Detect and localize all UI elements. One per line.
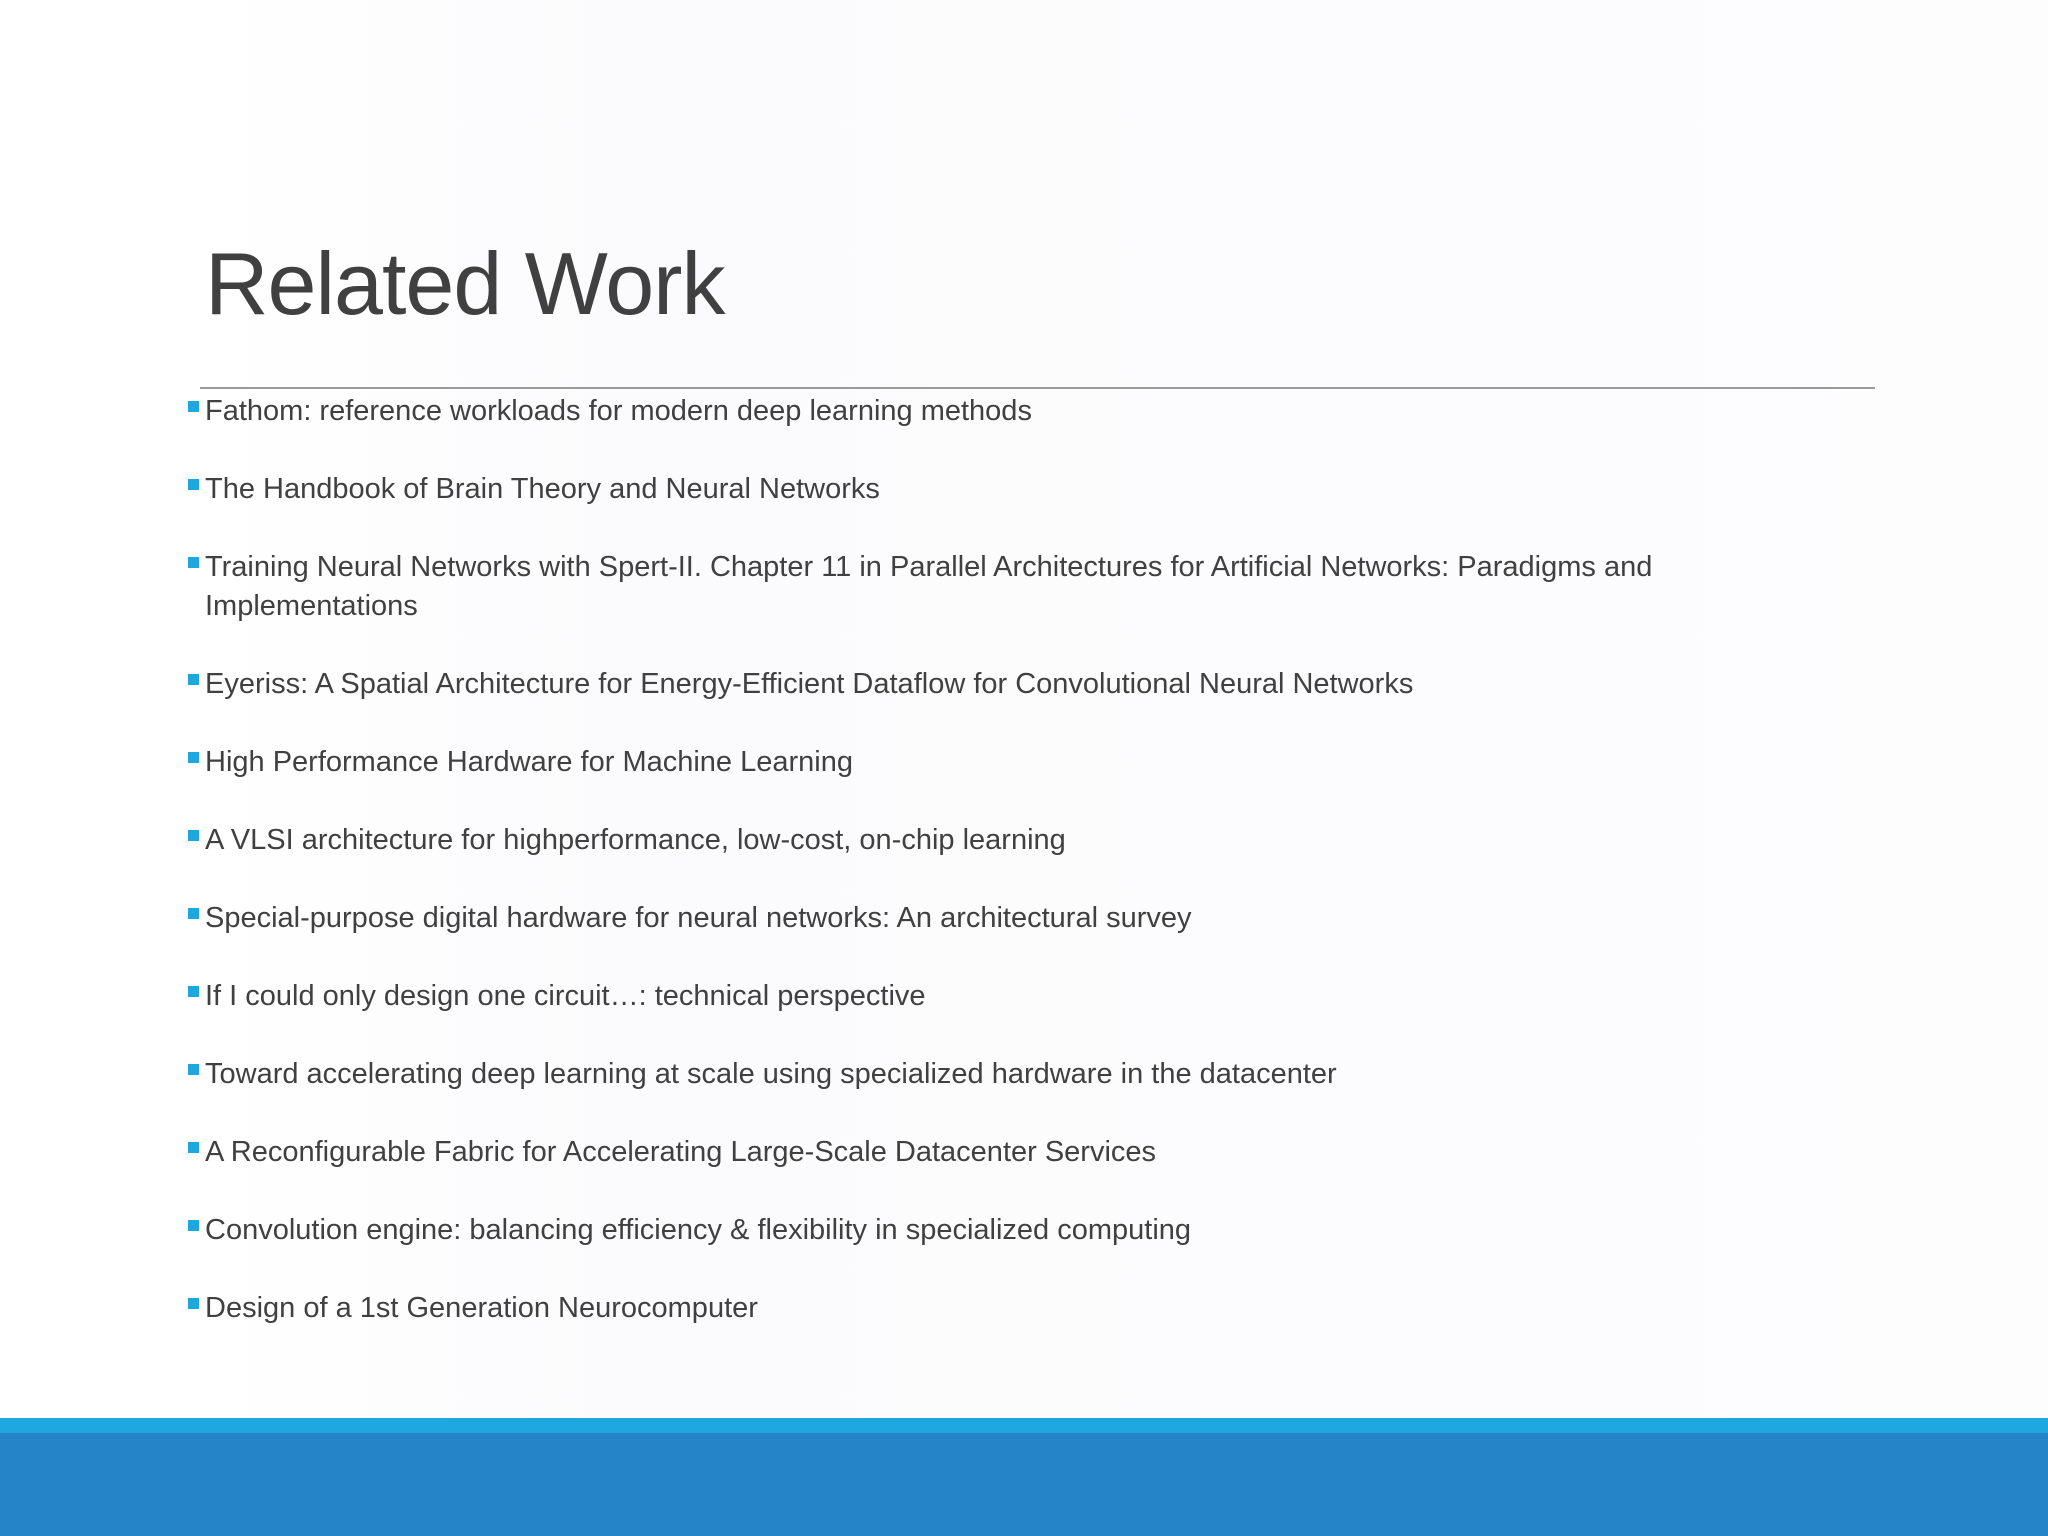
title-divider <box>200 387 1875 389</box>
list-item-text: The Handbook of Brain Theory and Neural Networks <box>205 473 880 505</box>
list-item <box>188 392 1868 431</box>
list-item-text: A VLSI architecture for highperformance, low-cost, on-chip learning <box>205 824 1066 856</box>
list-item-text: High Performance Hardware for Machine Learning <box>205 746 853 778</box>
list-item-text: Special-purpose digital hardware for neural networks: An architectural survey <box>205 902 1192 934</box>
list-item-text: Training Neural Networks with Spert-II. Chapter 11 in Parallel Architectures for Artificial Networks: Paradigms and Implementations <box>205 551 1653 622</box>
list-item <box>188 548 1868 626</box>
list-item <box>188 899 1868 938</box>
list-item-text: If I could only design one circuit…: technical perspective <box>205 980 926 1012</box>
square-bullet-icon <box>188 401 199 412</box>
list-item-text: Toward accelerating deep learning at scale using specialized hardware in the datacenter <box>205 1058 1337 1090</box>
bullet-list <box>188 392 1868 1367</box>
square-bullet-icon <box>188 1220 199 1231</box>
list-item-text: Convolution engine: balancing efficiency & flexibility in specialized computing <box>205 1214 1192 1246</box>
list-item-text: Fathom: reference workloads for modern deep learning methods <box>205 395 1032 427</box>
list-item <box>188 470 1868 509</box>
list-item <box>188 743 1868 782</box>
list-item <box>188 665 1868 704</box>
list-item-text: A Reconfigurable Fabric for Accelerating Large-Scale Datacenter Services <box>205 1136 1157 1168</box>
list-item <box>188 1055 1868 1094</box>
square-bullet-icon <box>188 674 199 685</box>
square-bullet-icon <box>188 479 199 490</box>
square-bullet-icon <box>188 1064 199 1075</box>
square-bullet-icon <box>188 557 199 568</box>
list-item-text: Design of a 1st Generation Neurocomputer <box>205 1292 758 1324</box>
footer-bar <box>0 1433 2048 1536</box>
square-bullet-icon <box>188 908 199 919</box>
list-item-text: Eyeriss: A Spatial Architecture for Energy-Efficient Dataflow for Convolutional Neural Networks <box>205 668 1414 700</box>
square-bullet-icon <box>188 1142 199 1153</box>
slide-title: Related Work <box>205 234 725 333</box>
square-bullet-icon <box>188 1298 199 1309</box>
footer-accent-stripe <box>0 1418 2048 1433</box>
square-bullet-icon <box>188 752 199 763</box>
list-item <box>188 821 1868 860</box>
list-item <box>188 1289 1868 1328</box>
list-item <box>188 1133 1868 1172</box>
square-bullet-icon <box>188 986 199 997</box>
square-bullet-icon <box>188 830 199 841</box>
list-item <box>188 977 1868 1016</box>
list-item <box>188 1211 1868 1250</box>
